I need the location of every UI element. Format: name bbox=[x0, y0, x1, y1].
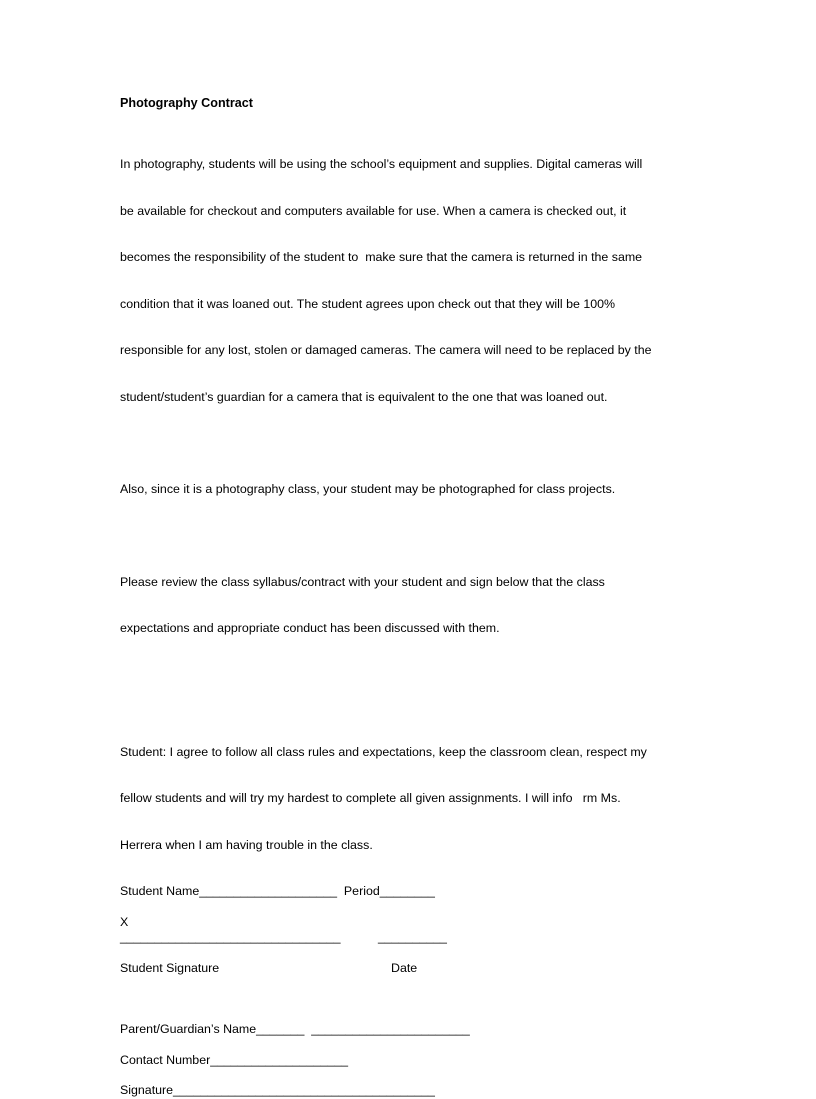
text-line: responsible for any lost, stolen or damaged cameras. The camera will need to be replaced by the bbox=[120, 343, 652, 357]
paragraph-review bbox=[120, 544, 720, 668]
text-line: fellow students and will try my hardest to complete all given assignments. I will info rm Ms. bbox=[120, 791, 621, 805]
signature-date-labels bbox=[120, 961, 720, 977]
student-signature-label: Student Signature bbox=[120, 960, 220, 975]
text-line: becomes the responsibility of the student to make sure that the camera is returned in the same bbox=[120, 250, 643, 264]
student-signature-line[interactable]: ________________________________ bbox=[120, 930, 341, 944]
text-line: expectations and appropriate conduct has been discussed with them. bbox=[120, 621, 500, 635]
document-page bbox=[120, 95, 720, 1099]
text-line: be available for checkout and computers available for use. When a camera is checked out, it bbox=[120, 203, 627, 218]
paragraph-student-agreement bbox=[120, 714, 720, 885]
contact-number-field[interactable]: Contact Number____________________ bbox=[120, 1052, 349, 1067]
date-label: Date bbox=[391, 960, 418, 975]
text-line: condition that it was loaned out. The student agrees upon check out that they will be 100% bbox=[120, 296, 616, 311]
text-line: student/student’s guardian for a camera that is equivalent to the one that was loaned out. bbox=[120, 389, 608, 404]
parent-signature-field[interactable]: Signature______________________________________ bbox=[120, 1083, 435, 1097]
student-name-period-field[interactable]: Student Name____________________ Period________ bbox=[120, 884, 435, 898]
document-title: Photography Contract bbox=[120, 96, 253, 110]
signature-date-lines bbox=[120, 930, 720, 946]
text-line: Student: I agree to follow all class rules and expectations, keep the classroom clean, respect my bbox=[120, 744, 647, 759]
date-line[interactable]: __________ bbox=[378, 930, 447, 944]
parent-guardian-name-field[interactable]: Parent/Guardian’s Name_______ _______________________ bbox=[120, 1022, 470, 1036]
text-line: Herrera when I am having trouble in the class. bbox=[120, 837, 373, 852]
paragraph-equipment bbox=[120, 126, 720, 436]
paragraph-photographed bbox=[120, 451, 720, 529]
text-line: Also, since it is a photography class, your student may be photographed for class projects. bbox=[120, 482, 616, 496]
signature-x-mark: X bbox=[120, 914, 129, 929]
text-line: In photography, students will be using the school’s equipment and supplies. Digital cameras will bbox=[120, 157, 643, 171]
text-line: Please review the class syllabus/contract with your student and sign below that the class bbox=[120, 574, 605, 589]
